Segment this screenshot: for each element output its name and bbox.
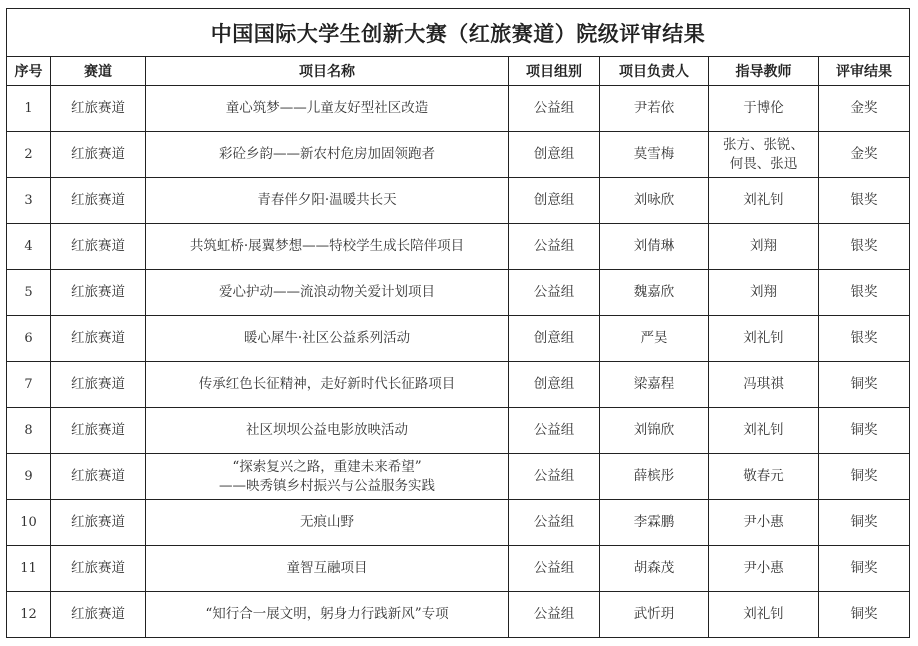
- cell-project-line: 共筑虹桥·展翼梦想——特校学生成长陪伴项目: [189, 238, 465, 254]
- cell-leader: 梁嘉程: [600, 362, 709, 408]
- cell-teacher: [709, 454, 819, 500]
- cell-group: 公益组: [509, 86, 600, 132]
- cell-track: 红旅赛道: [51, 178, 146, 224]
- cell-project-line: 暖心犀牛·社区公益系列活动: [243, 330, 411, 346]
- table-row: [7, 86, 910, 132]
- cell-leader: 刘咏欣: [600, 178, 709, 224]
- cell-group: 创意组: [509, 132, 600, 178]
- cell-project-line: 爱心护动——流浪动物关爱计划项目: [219, 284, 435, 300]
- cell-teacher-line: 刘礼钊: [743, 330, 784, 346]
- cell-leader: 尹若依: [600, 86, 709, 132]
- cell-result: 铜奖: [819, 454, 910, 500]
- cell-result: 金奖: [819, 86, 910, 132]
- cell-leader: 刘锦欣: [600, 408, 709, 454]
- cell-project: [146, 454, 509, 500]
- cell-group: 创意组: [509, 316, 600, 362]
- cell-group: 公益组: [509, 546, 600, 592]
- cell-track: 红旅赛道: [51, 132, 146, 178]
- cell-project: [146, 270, 509, 316]
- cell-index: 4: [7, 224, 51, 270]
- cell-teacher: [709, 500, 819, 546]
- cell-teacher: [709, 316, 819, 362]
- cell-teacher: [709, 224, 819, 270]
- cell-leader: 莫雪梅: [600, 132, 709, 178]
- cell-index: 3: [7, 178, 51, 224]
- header-project: 项目名称: [146, 57, 509, 86]
- cell-index: 11: [7, 546, 51, 592]
- cell-leader: 武忻玥: [600, 592, 709, 638]
- cell-project-line: 青春伴夕阳·温暖共长天: [257, 192, 397, 208]
- table-row: [7, 362, 910, 408]
- cell-project-line: ——映秀镇乡村振兴与公益服务实践: [219, 477, 435, 494]
- cell-leader: 刘倩琳: [600, 224, 709, 270]
- cell-project-line: 社区坝坝公益电影放映活动: [246, 422, 408, 438]
- cell-index: 12: [7, 592, 51, 638]
- cell-track: 红旅赛道: [51, 454, 146, 500]
- table-row: [7, 500, 910, 546]
- cell-group: 公益组: [509, 454, 600, 500]
- cell-track: 红旅赛道: [51, 546, 146, 592]
- cell-leader: 严昊: [600, 316, 709, 362]
- cell-result: 金奖: [819, 132, 910, 178]
- cell-track: 红旅赛道: [51, 316, 146, 362]
- header-leader: 项目负责人: [600, 57, 709, 86]
- cell-track: 红旅赛道: [51, 362, 146, 408]
- table-row: [7, 408, 910, 454]
- header-teacher: 指导教师: [709, 57, 819, 86]
- table-row: [7, 270, 910, 316]
- cell-result: 银奖: [819, 224, 910, 270]
- cell-project: [146, 546, 509, 592]
- table-body: [7, 86, 910, 638]
- cell-result: 银奖: [819, 270, 910, 316]
- cell-project: [146, 500, 509, 546]
- table-row: [7, 178, 910, 224]
- cell-track: 红旅赛道: [51, 500, 146, 546]
- cell-teacher-line: 刘礼钊: [743, 606, 784, 622]
- cell-leader: 胡森茂: [600, 546, 709, 592]
- cell-teacher-line: 于博伦: [743, 100, 784, 116]
- cell-teacher-line: 尹小惠: [743, 560, 784, 576]
- header-row: [7, 57, 910, 86]
- cell-track: 红旅赛道: [51, 270, 146, 316]
- cell-group: 公益组: [509, 592, 600, 638]
- cell-group: 创意组: [509, 362, 600, 408]
- table-row: [7, 454, 910, 500]
- cell-project-line: “探索复兴之路，重建未来希望”: [232, 458, 422, 475]
- cell-result: 银奖: [819, 178, 910, 224]
- cell-project-line: 无痕山野: [300, 514, 354, 530]
- cell-teacher: [709, 132, 819, 178]
- cell-teacher: [709, 86, 819, 132]
- cell-result: 铜奖: [819, 546, 910, 592]
- cell-teacher: [709, 270, 819, 316]
- table-row: [7, 224, 910, 270]
- cell-project-line: 传承红色长征精神，走好新时代长征路项目: [198, 376, 456, 392]
- cell-index: 1: [7, 86, 51, 132]
- cell-teacher-line: 敬春元: [743, 468, 784, 484]
- cell-index: 8: [7, 408, 51, 454]
- cell-teacher-line: 张方、张锐、: [723, 136, 804, 153]
- header-index: 序号: [7, 57, 51, 86]
- table-row: [7, 316, 910, 362]
- cell-leader: 魏嘉欣: [600, 270, 709, 316]
- cell-project-line: 童智互融项目: [286, 560, 368, 576]
- cell-teacher: [709, 408, 819, 454]
- cell-teacher-line: 刘翔: [750, 284, 777, 300]
- results-sheet: [6, 8, 909, 638]
- cell-index: 6: [7, 316, 51, 362]
- cell-project: [146, 178, 509, 224]
- cell-result: 铜奖: [819, 362, 910, 408]
- header-track: 赛道: [51, 57, 146, 86]
- header-group: 项目组别: [509, 57, 600, 86]
- cell-project-line: “知行合一展文明，躬身力行践新风”专项: [205, 606, 449, 622]
- cell-index: 7: [7, 362, 51, 408]
- cell-index: 9: [7, 454, 51, 500]
- cell-project: [146, 86, 509, 132]
- cell-track: 红旅赛道: [51, 224, 146, 270]
- cell-teacher-line: 刘礼钊: [743, 192, 784, 208]
- cell-project: [146, 132, 509, 178]
- cell-project-line: 彩砼乡韵——新农村危房加固领跑者: [219, 146, 435, 162]
- cell-index: 5: [7, 270, 51, 316]
- cell-project: [146, 408, 509, 454]
- cell-track: 红旅赛道: [51, 86, 146, 132]
- cell-group: 公益组: [509, 408, 600, 454]
- cell-group: 公益组: [509, 270, 600, 316]
- cell-teacher: [709, 592, 819, 638]
- cell-project: [146, 592, 509, 638]
- cell-teacher-line: 何畏、张迅: [729, 155, 798, 172]
- cell-leader: 薛槟彤: [600, 454, 709, 500]
- cell-group: 公益组: [509, 500, 600, 546]
- cell-result: 铜奖: [819, 408, 910, 454]
- table-title: 中国国际大学生创新大赛（红旅赛道）院级评审结果: [7, 9, 910, 57]
- cell-project: [146, 224, 509, 270]
- table-row: [7, 546, 910, 592]
- cell-project: [146, 316, 509, 362]
- cell-teacher-line: 冯琪祺: [743, 376, 784, 392]
- cell-track: 红旅赛道: [51, 408, 146, 454]
- cell-teacher-line: 尹小惠: [743, 514, 784, 530]
- cell-index: 10: [7, 500, 51, 546]
- cell-index: 2: [7, 132, 51, 178]
- cell-group: 公益组: [509, 224, 600, 270]
- cell-teacher-line: 刘礼钊: [743, 422, 784, 438]
- table-row: [7, 592, 910, 638]
- cell-project: [146, 362, 509, 408]
- cell-leader: 李霖鹏: [600, 500, 709, 546]
- table-row: [7, 132, 910, 178]
- cell-teacher: [709, 362, 819, 408]
- cell-track: 红旅赛道: [51, 592, 146, 638]
- cell-result: 银奖: [819, 316, 910, 362]
- cell-project-line: 童心筑梦——儿童友好型社区改造: [225, 100, 429, 116]
- cell-teacher-line: 刘翔: [750, 238, 777, 254]
- cell-teacher: [709, 546, 819, 592]
- cell-teacher: [709, 178, 819, 224]
- cell-result: 铜奖: [819, 592, 910, 638]
- cell-group: 创意组: [509, 178, 600, 224]
- header-result: 评审结果: [819, 57, 910, 86]
- cell-result: 铜奖: [819, 500, 910, 546]
- results-table: [6, 8, 910, 638]
